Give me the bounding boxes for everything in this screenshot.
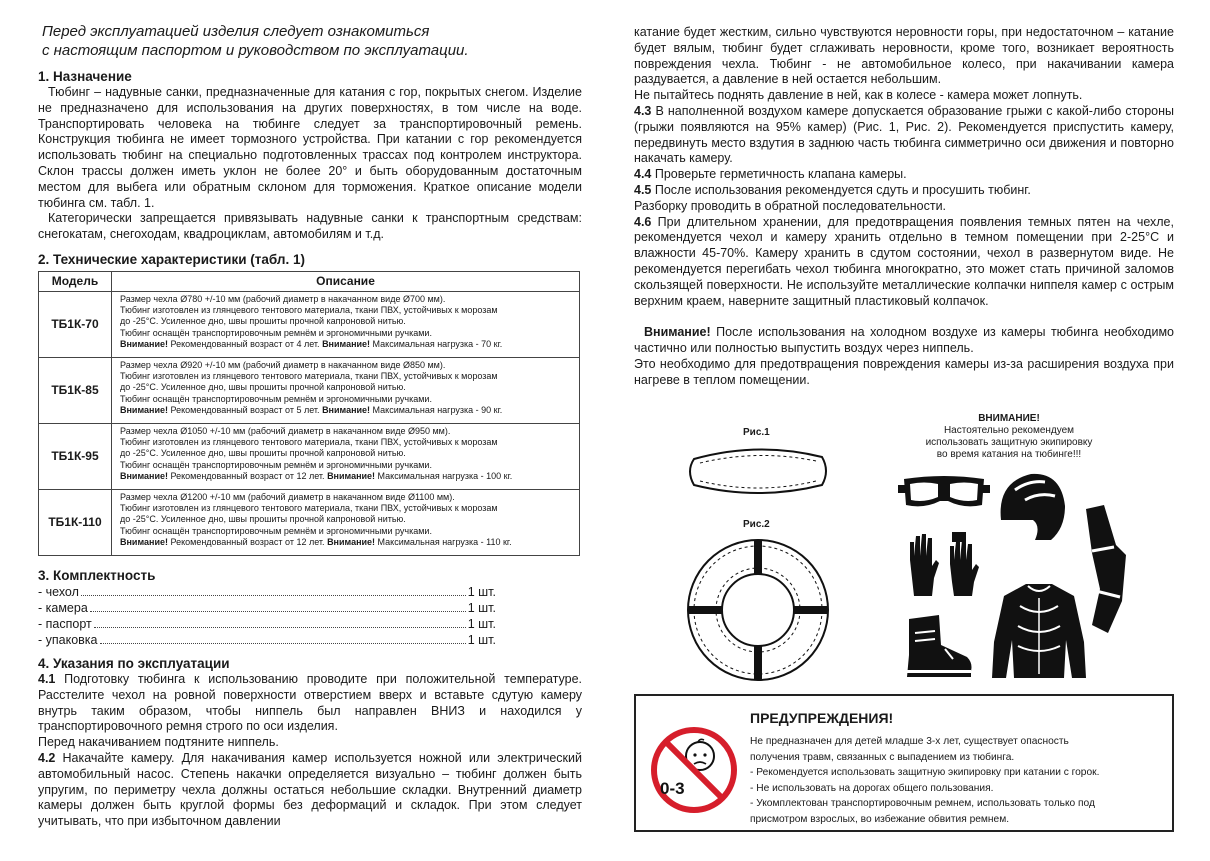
item-text: После использования рекомендуется сдуть и просушить тюбинг. <box>651 182 1031 197</box>
desc-line: Тюбинг оснащён транспортировочным ремнём и эргономичными ручками. <box>120 459 432 470</box>
attention-label: Внимание! <box>644 325 711 340</box>
model-cell: ТБ1К-70 <box>39 291 112 357</box>
warning-line: получения травм, связанных с выпадением из тюбинга. <box>750 751 1015 763</box>
warning-line: - Не использовать на дорогах общего пользования. <box>750 782 994 794</box>
kit-item-qty: 1 шт. <box>467 600 496 615</box>
left-column <box>38 0 582 830</box>
usage-continued <box>634 25 1174 309</box>
paragraph: Категорически запрещается привязывать надувные санки к транспортным средствам: снегокатам, снегоходам, квадроциклам, автомобилям и т.д. <box>38 211 582 242</box>
item-text: Проверьте герметичность клапана камеры. <box>651 167 907 182</box>
warning-label: Внимание! <box>120 404 168 415</box>
desc-line: до -25°С. Усиленное дно, швы прошиты прочной капроновой нитью. <box>120 382 406 393</box>
desc-line: Тюбинг изготовлен из глянцевого тентового материала, ткани ПВХ, устойчивых к морозам <box>120 503 498 514</box>
column-header: Описание <box>112 271 580 291</box>
model-cell: ТБ1К-85 <box>39 357 112 423</box>
intro <box>38 22 582 60</box>
section-usage <box>38 656 582 830</box>
model-cell: ТБ1К-110 <box>39 489 112 555</box>
kit-item <box>38 632 496 648</box>
paragraph: катание будет жестким, сильно чувствуются неровности горы, при недостаточном – катание будет вялым, тюбинг будет сглаживать неровности, кроме того, возникает вероятность повреждения чехла. Тюбинг - не автомобильное колесо, при накачивании камера раздувается, а давление в ней остается небольшим. <box>634 25 1174 87</box>
age-text: Рекомендованный возраст от 4 лет. <box>167 338 323 349</box>
age-badge: 0-3 <box>660 779 685 798</box>
item-number: 4.5 <box>634 182 652 197</box>
desc-line: Размер чехла Ø1200 +/-10 мм (рабочий диаметр в накачанном виде Ø1100 мм). <box>120 491 455 502</box>
desc-line: Размер чехла Ø780 +/-10 мм (рабочий диаметр в накачанном виде Ø700 мм). <box>120 293 446 304</box>
kit-item-name: - чехол <box>38 584 79 599</box>
paragraph-4-1 <box>38 672 582 735</box>
paragraph-4-2 <box>38 751 582 830</box>
warning-line: присмотром взрослых, во избежание обвития ремнем. <box>750 813 1010 825</box>
gear-note-line: использовать защитную экипировку <box>925 437 1093 448</box>
kit-item <box>38 600 496 616</box>
desc-line <box>120 339 573 350</box>
item-text: При длительном хранении, для предотвращения появления темных пятен на чехле, рекомендуется чехол и камеру хранить отдельно в темном помещении при 2-25°С и влажности 45-70%. Камеру хранить в сдутом состоянии, чехол в развернутом виде. Не рекомендуется перегибать чехол тюбинга многократно, это может стать причиной заломов скользящей поверхности. Не используйте металлические колпачки ниппеля камер с острым верхним краем, наверните защитный пластиковый колпачок. <box>634 214 1174 308</box>
paragraph <box>634 325 1174 357</box>
section-kit <box>38 568 582 648</box>
attention-note <box>634 325 1174 388</box>
load-text: Максимальная нагрузка - 70 кг. <box>370 338 503 349</box>
warning-line: - Укомплектован транспортировочным ремнем, использовать только под <box>750 798 1095 810</box>
table-row <box>39 489 580 555</box>
load-text: Максимальная нагрузка - 110 кг. <box>375 536 512 547</box>
thermal-top-icon <box>990 582 1088 682</box>
item-number: 4.2 <box>38 750 56 765</box>
desc-line: до -25°С. Усиленное дно, швы прошиты прочной капроновой нитью. <box>120 514 406 525</box>
desc-line: Размер чехла Ø920 +/-10 мм (рабочий диаметр в накачанном виде Ø850 мм). <box>120 359 446 370</box>
table-row <box>39 423 580 489</box>
deflated-tube-icon <box>684 443 832 501</box>
desc-line: до -25°С. Усиленное дно, швы прошиты прочной капроновой нитью. <box>120 448 406 459</box>
desc-line: Тюбинг оснащён транспортировочным ремнём и эргономичными ручками. <box>120 327 432 338</box>
fig1-caption: Рис.1 <box>743 427 770 438</box>
paragraph-4-3 <box>634 104 1174 167</box>
warnings-list <box>750 734 1160 828</box>
item-number: 4.1 <box>38 671 56 686</box>
section-title: 1. Назначение <box>38 69 132 84</box>
desc-line: Тюбинг изготовлен из глянцевого тентового материала, ткани ПВХ, устойчивых к морозам <box>120 305 498 316</box>
desc-line: Тюбинг изготовлен из глянцевого тентового материала, ткани ПВХ, устойчивых к морозам <box>120 371 498 382</box>
desc-line: Тюбинг оснащён транспортировочным ремнём и эргономичными ручками. <box>120 393 432 404</box>
warning-label: Внимание! <box>327 536 376 547</box>
paragraph-4-6 <box>634 215 1174 310</box>
kit-item <box>38 584 496 600</box>
age-text: Рекомендованный возраст от 5 лет. <box>167 404 323 415</box>
leader-dots <box>81 584 466 596</box>
desc-line <box>120 471 573 482</box>
paragraph: Тюбинг – надувные санки, предназначенные для катания с гор, покрытых снегом. Изделие не предназначено для использования на других поверхностях, в том числе на воде. Транспортировать человека на тюбинге следует за транспортировочный ремень. Конструкция тюбинга не имеет тормозного устройства. При катании с гор рекомендуется использовать тюбинг на специально подготовленных трассах под контролем инструктора. Склон трассы должен иметь уклон не более 20° и быть оборудованным достаточным местом для выбега или обратным склоном для торможения. Краткое описание модели тюбинга см. табл. 1. <box>38 85 582 210</box>
age-text: Рекомендованный возраст от 12 лет. <box>167 536 328 547</box>
desc-line: до -25°С. Усиленное дно, швы прошиты прочной капроновой нитью. <box>120 316 406 327</box>
gear-note <box>904 413 1114 461</box>
gear-note-line: Настоятельно рекомендуем <box>943 425 1075 436</box>
kit-item-name: - паспорт <box>38 616 92 631</box>
description-cell <box>112 357 580 423</box>
gloves-icon <box>904 530 986 598</box>
warning-line: Не предназначен для детей младше 3-х лет, существует опасность <box>750 736 1069 747</box>
warning-label: Внимание! <box>322 338 371 349</box>
item-text: Подготовку тюбинга к использованию проводите при положительной температуре. Расстелите чехол на ровной поверхности отверстием вверх и вставьте сдутую камеру внутрь таким образом, чтобы ниппель был направлен ВНИЗ и находился у транспортировочного ремня строго по оси изделия. <box>38 671 582 734</box>
intro-line: Перед эксплуатацией изделия следует ознакомиться <box>42 23 430 40</box>
table-header <box>39 271 580 291</box>
kit-item-qty: 1 шт. <box>467 616 496 631</box>
fig2-caption: Рис.2 <box>743 519 770 530</box>
warning-label: Внимание! <box>120 536 168 547</box>
kit-item-name: - упаковка <box>38 632 98 647</box>
kit-item-name: - камера <box>38 600 88 615</box>
warnings-title: ПРЕДУПРЕЖДЕНИЯ! <box>750 710 894 726</box>
section-title: 4. Указания по эксплуатации <box>38 655 230 671</box>
table-row <box>39 357 580 423</box>
leader-dots <box>94 616 466 628</box>
item-number: 4.6 <box>634 214 652 229</box>
right-column <box>634 0 1174 389</box>
section-purpose <box>38 69 582 243</box>
kit-item <box>38 616 496 632</box>
attention-text: После использования на холодном воздухе из камеры тюбинга необходимо частично или полностью выпустить воздух через ниппель. <box>634 325 1174 356</box>
age-text: Рекомендованный возраст от 12 лет. <box>167 470 328 481</box>
desc-line <box>120 405 573 416</box>
model-cell: ТБ1К-95 <box>39 423 112 489</box>
description-cell <box>112 423 580 489</box>
intro-line: с настоящим паспортом и руководством по эксплуатации. <box>42 42 469 59</box>
item-text: В наполненной воздухом камере допускается образование грыжи с какой-либо стороны (грыжи появляются на 95% камер) (Рис. 1, Рис. 2). Рекомендуется приспустить камеру, передвинуть место вздутия в заднюю часть тюбинга симметрично оси движения и повторно накачать камеру. <box>634 103 1174 166</box>
desc-line: Тюбинг изготовлен из глянцевого тентового материала, ткани ПВХ, устойчивых к морозам <box>120 437 498 448</box>
warning-label: Внимание! <box>120 470 168 481</box>
warning-label: Внимание! <box>327 470 376 481</box>
description-cell <box>112 489 580 555</box>
boot-icon <box>905 615 975 679</box>
gear-note-title: ВНИМАНИЕ! <box>978 413 1040 424</box>
paragraph: Перед накачиванием подтяните ниппель. <box>38 735 279 750</box>
section-specs <box>38 252 582 556</box>
item-number: 4.3 <box>634 103 652 118</box>
gear-note-line: во время катания на тюбинге!!! <box>936 449 1082 460</box>
leader-dots <box>100 632 466 644</box>
desc-line <box>120 537 573 548</box>
paragraph: Это необходимо для предотвращения повреждения камеры из-за расширения воздуха при нагреве в теплом помещении. <box>634 356 1174 387</box>
section-title: 2. Технические характеристики (табл. 1) <box>38 251 305 267</box>
goggles-icon <box>898 475 990 511</box>
load-text: Максимальная нагрузка - 100 кг. <box>375 470 513 481</box>
paragraph-4-5 <box>634 183 1174 199</box>
desc-line: Тюбинг оснащён транспортировочным ремнём и эргономичными ручками. <box>120 525 432 536</box>
load-text: Максимальная нагрузка - 90 кг. <box>370 404 503 415</box>
paragraph-4-4 <box>634 167 1174 183</box>
paragraph: Разборку проводить в обратной последовательности. <box>634 198 947 213</box>
item-text: Накачайте камеру. Для накачивания камер используется ножной или электрический автомобильный насос. Степень накачки определяется визуально – тюбинг должен быть упругим, по периметру чехла должны остаться небольшие складки. Внутренний диаметр камеры должен быть круглой формы без деформаций и складок. При этом следует учитывать, что при избыточном давлении <box>38 750 582 829</box>
specs-table <box>38 271 580 556</box>
inflated-tube-icon <box>684 538 832 682</box>
warning-label: Внимание! <box>120 338 168 349</box>
warnings-box <box>634 694 1174 832</box>
description-cell <box>112 291 580 357</box>
desc-line: Размер чехла Ø1050 +/-10 мм (рабочий диаметр в накачанном виде Ø950 мм). <box>120 425 451 436</box>
helmet-icon <box>995 470 1067 546</box>
kit-item-qty: 1 шт. <box>467 632 496 647</box>
warning-label: Внимание! <box>322 404 371 415</box>
age-restriction-icon <box>650 726 738 814</box>
warning-line: - Рекомендуется использовать защитную экипировку при катании с горок. <box>750 767 1100 779</box>
paragraph: Не пытайтесь поднять давление в ней, как в колесе - камера может лопнуть. <box>634 88 1083 103</box>
leader-dots <box>90 600 466 612</box>
table-row <box>39 291 580 357</box>
kit-item-qty: 1 шт. <box>467 584 496 599</box>
column-header: Модель <box>39 271 112 291</box>
section-title: 3. Комплектность <box>38 567 156 583</box>
item-number: 4.4 <box>634 167 652 182</box>
